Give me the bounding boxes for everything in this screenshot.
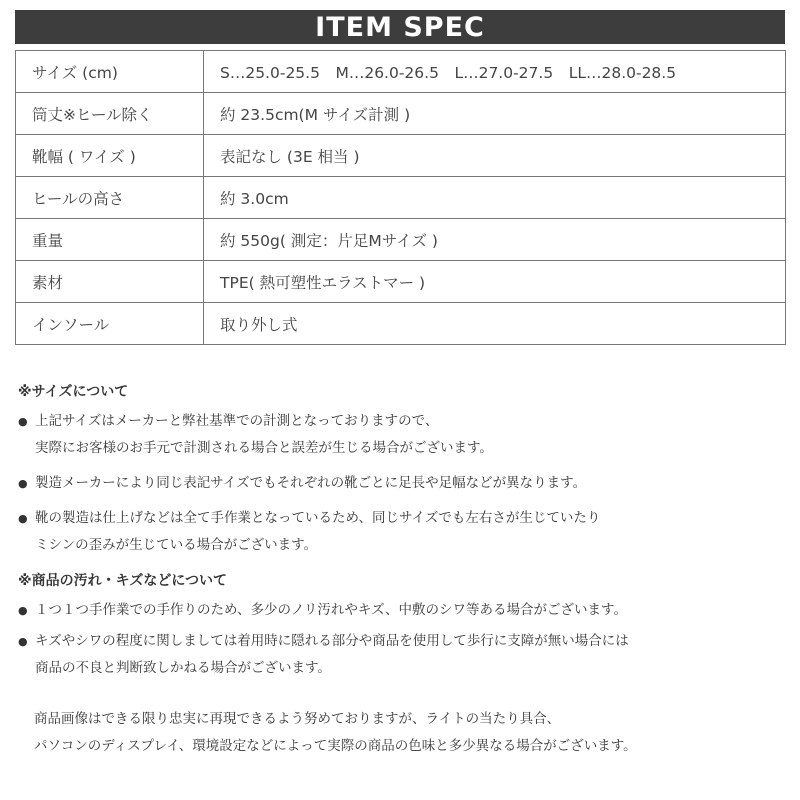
spec-label: 靴幅 ( ワイズ ): [16, 135, 204, 177]
note-line: キズやシワの程度に関しましては着用時に隠れる部分や商品を使用して歩行に支障が無い場合には: [35, 633, 629, 649]
note-line: パソコンのディスプレイ、環境設定などによって実際の商品の色味と多少異なる場合がございます。: [34, 738, 637, 754]
spec-value: TPE( 熱可塑性エラストマー ): [204, 261, 786, 303]
list-item: [18, 470, 788, 497]
page-title: ITEM SPEC: [315, 11, 485, 43]
note-line: １つ１つ手作業での手作りのため、多少のノリ汚れやキズ、中敷のシワ等ある場合がございます。: [35, 602, 627, 618]
spec-value: 約 23.5cm(M サイズ計測 ): [204, 93, 786, 135]
note-line: 商品画像はできる限り忠実に再現できるよう努めておりますが、ライトの当たり具合、: [34, 711, 561, 727]
bullet-icon: ●: [18, 415, 28, 428]
table-row: [16, 303, 786, 345]
list-item: [18, 597, 788, 624]
size-notes-heading: ※サイズについて: [18, 384, 129, 400]
spec-label: インソール: [16, 303, 204, 345]
note-line: ミシンの歪みが生じている場合がございます。: [35, 537, 318, 553]
spec-value: 表記なし (3E 相当 ): [204, 135, 786, 177]
spec-label: 素材: [16, 261, 204, 303]
note-line: 商品の不良と判断致しかねる場合がございます。: [35, 660, 331, 676]
spec-label: 筒丈※ヒール除く: [16, 93, 204, 135]
table-row: [16, 219, 786, 261]
note-line: 実際にお客様のお手元で計測される場合と誤差が生じる場合がございます。: [35, 440, 493, 456]
spec-value: S…25.0-25.5 M…26.0-26.5 L…27.0-27.5 LL…28.0-28.5: [204, 51, 786, 93]
spec-label: 重量: [16, 219, 204, 261]
list-item: [18, 408, 788, 462]
damage-notes-heading: ※商品の汚れ・キズなどについて: [18, 573, 228, 589]
bullet-icon: ●: [18, 512, 28, 525]
bullet-icon: ●: [18, 635, 28, 648]
list-item: [18, 628, 788, 682]
note-line: 製造メーカーにより同じ表記サイズでもそれぞれの靴ごとに足長や足幅などが異なります。: [35, 475, 587, 491]
table-row: [16, 177, 786, 219]
spec-value: 取り外し式: [204, 303, 786, 345]
title-banner: [15, 10, 785, 44]
image-note: [18, 706, 788, 760]
spec-value: 約 550g( 測定：片足Mサイズ ): [204, 219, 786, 261]
table-row: [16, 51, 786, 93]
spec-value: 約 3.0cm: [204, 177, 786, 219]
list-item: [18, 505, 788, 559]
table-row: [16, 93, 786, 135]
bullet-icon: ●: [18, 604, 28, 617]
spec-label: サイズ (cm): [16, 51, 204, 93]
note-line: 上記サイズはメーカーと弊社基準での計測となっておりますので、: [35, 413, 439, 429]
bullet-icon: ●: [18, 477, 28, 490]
table-row: [16, 261, 786, 303]
spec-label: ヒールの高さ: [16, 177, 204, 219]
notes-section: [18, 380, 788, 760]
note-line: 靴の製造は仕上げなどは全て手作業となっているため、同じサイズでも左右さが生じていたり: [35, 510, 601, 526]
table-row: [16, 135, 786, 177]
spec-table: [15, 50, 786, 345]
